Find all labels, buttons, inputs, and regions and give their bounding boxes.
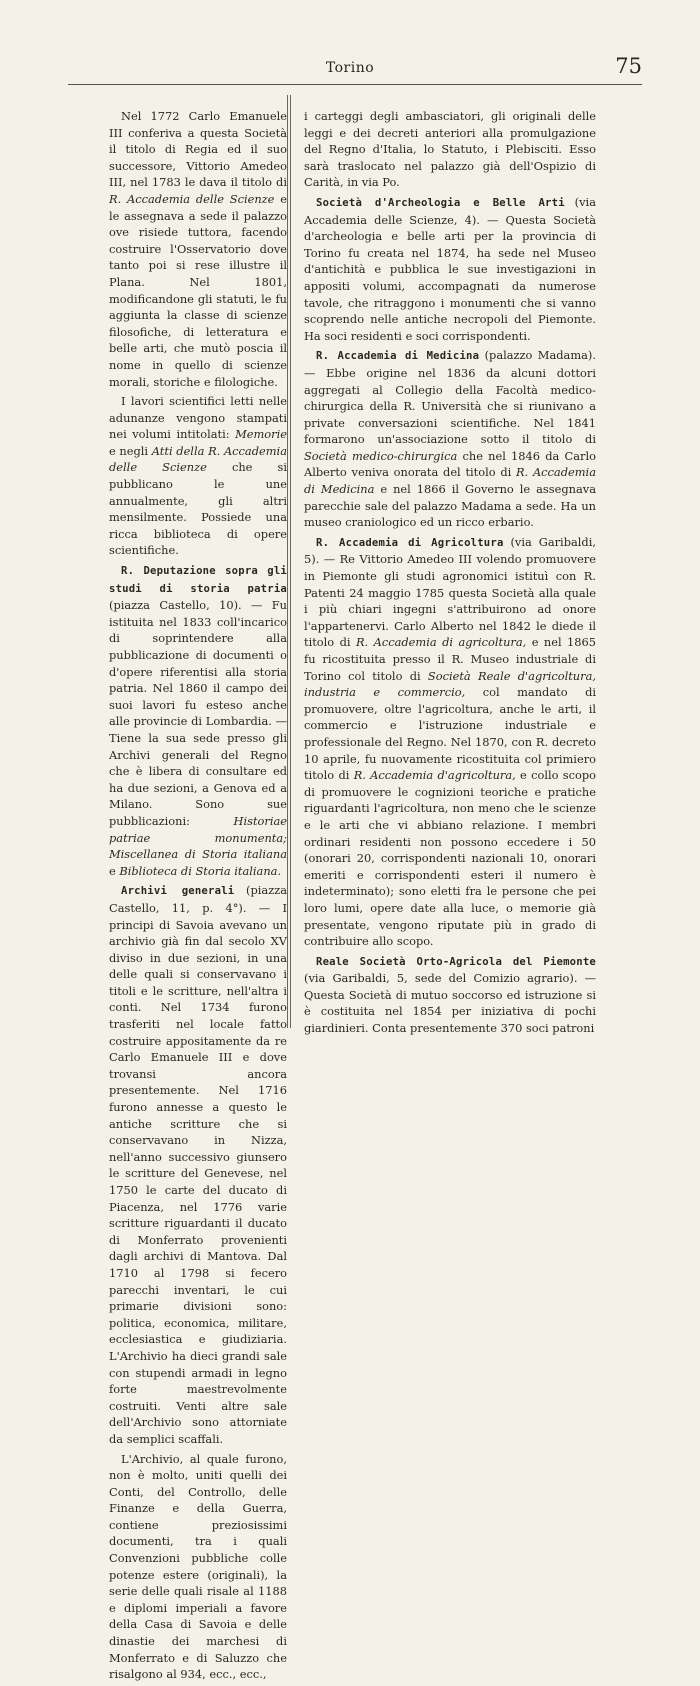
entry-heading: R. Deputazione sopra gli studi di storia patria — [109, 565, 287, 595]
column-divider-double — [290, 95, 291, 1028]
right-column — [304, 108, 596, 1040]
entry-heading: R. Accademia di Agricoltura — [316, 536, 504, 549]
text-run: e collo scopo di promuovere le cognizioni teoriche e pratiche riguardanti l'agricoltura, non meno che le scienze e le arti che vi abbiano relazione. I membri ordinari residenti non possono eccedere i 50 (onorari 20, corrispondenti nazionali 10, onorari emeriti e corrispondenti esteri il numero è indeterminato); sono eletti fra le persone che pei loro lumi, opere date alla luce, o memorie già presentate, vengono riputate più in grado di contribuire allo scopo. — [304, 768, 596, 949]
entry-heading: R. Accademia di Medicina — [316, 350, 480, 363]
text-run: I lavori scientifici letti nelle adunanze vengono stampati nei volumi intitolati: — [109, 394, 287, 442]
text-run: Nel 1772 Carlo Emanuele III conferiva a questa Società il titolo di Regia ed il suo successore, Vittorio Amedeo III, nel 1783 le dava il titolo di — [109, 109, 287, 190]
text-run: (via Garibaldi, 5). — Re Vittorio Amedeo III volendo promuovere in Piemonte gli studi agronomici istituì con R. Patenti 24 maggio 1785 questa Società alla quale i più chiari ingegni s'attribuirono ad onore l'appartenervi. Carlo Alberto nel 1842 le diede il titolo di — [304, 534, 596, 650]
paragraph — [304, 953, 596, 1037]
italic-text: R. Accademia d'agricoltura, — [353, 768, 516, 783]
italic-text: R. Accademia di agricoltura, — [355, 635, 527, 650]
italic-text: Società Reale d'agricoltura, industria e commercio, — [304, 668, 596, 700]
italic-text: Biblioteca di Storia italiana. — [119, 863, 282, 878]
column-divider — [287, 95, 288, 1028]
running-title: Torino — [325, 60, 375, 76]
page-number: 75 — [615, 54, 642, 78]
text-run: e — [109, 863, 120, 878]
italic-text: Memorie — [235, 427, 287, 442]
paragraph — [304, 347, 596, 531]
text-run: e le assegnava a sede il palazzo ove risiede tuttora, facendo costruire l'Osservatorio dove tanto poi si rese illustre il Plana. Nel 1801, modificandone gli statuti, le fu aggiunta la classe di scienze filosofiche, di letteratura e belle arti, che mutò poscia il nome in quello di scienze morali, storiche e filologiche. — [109, 191, 287, 389]
entry-heading: Reale Società Orto-Agricola del Piemonte — [316, 955, 596, 968]
left-column — [109, 108, 287, 1686]
text-run: (piazza Castello, 10). — Fu istituita nel 1833 coll'incarico di soprintendere alla pubblicazione di documenti o d'opere riferentisi alla storia patria. Nel 1860 il campo dei suoi lavori fu esteso anche alle provincie di Lombardia. — Tiene la sua sede presso gli Archivi generali del Regno che è libera di consultare ed ha due sezioni, a Genova ed a Milano. Sono sue pubblicazioni: — [109, 598, 287, 828]
italic-text: Società medico-chirurgica — [304, 448, 458, 463]
paragraph — [109, 393, 287, 559]
text-run: e nel 1866 il Governo le assegnava parecchie sale del palazzo Madama a sede. Ha un museo craniologico ed un ricco erbario. — [304, 482, 596, 530]
text-run: (piazza Castello, 11, p. 4°). — I principi di Savoia avevano un archivio già fin dal secolo XV diviso in due sezioni, in una delle quali si conservavano i titoli e le scritture, nell'altra i conti. Nel 1734 furono trasferiti nel locale fatto costruire appositamente da re Carlo Emanuele III e dove trovansi ancora presentemente. Nel 1716 furono annesse a questo le antiche scritture che si conservavano in Nizza, nell'anno successivo giunsero le scritture del Genevese, nel 1750 le carte del ducato di Piacenza, nel 1776 varie scritture riguardanti il ducato di Monferrato provenienti dagli archivi di Mantova. Dal 1710 al 1798 si fecero parecchi inventari, le cui primarie divisioni sono: politica, economica, militare, ecclesiastica e giudiziaria. L'Archivio ha dieci grandi sale con stupendi armadi in legno forte maestrevolmente costruiti. Venti altre sale dell'Archivio sono attorniate da semplici scaffali. — [109, 883, 287, 1446]
text-run: e nel 1865 fu ricostituita presso il R. Museo industriale di Torino col titolo di — [304, 635, 597, 683]
paragraph — [109, 108, 287, 390]
paragraph — [109, 882, 287, 1447]
paragraph — [304, 108, 596, 191]
text-run: che nel 1846 da Carlo Alberto veniva onorata del titolo di — [304, 448, 596, 480]
italic-text: R. Accademia di Medicina — [304, 465, 596, 497]
text-run: i carteggi degli ambasciatori, gli originali delle leggi e dei decreti anteriori alla promulgazione del Regno d'Italia, lo Statuto, i Plebisciti. Esso sarà traslocato nel palazzo già dell'Ospizio di Carità, in via Po. — [304, 109, 596, 190]
text-run: e negli — [109, 443, 152, 458]
paragraph — [304, 534, 596, 950]
entry-heading: Società d'Archeologia e Belle Arti — [316, 196, 565, 209]
text-run: L'Archivio, al quale furono, non è molto, uniti quelli dei Conti, del Controllo, delle Finanze e della Guerra, contiene preziosissimi documenti, tra i quali Convenzioni pubbliche colle potenze estere (originali), la serie delle quali risale al 1188 e diplomi imperiali a favore della Casa di Savoia e delle dinastie dei marchesi di Monferrato e di Saluzzo che risalgono al 934, ecc., ecc., — [109, 1451, 287, 1682]
paragraph — [109, 1451, 287, 1683]
italic-text: Atti della R. Accademia delle Scienze — [109, 443, 287, 475]
italic-text: R. Accademia delle Scienze — [109, 191, 275, 206]
text-run: col mandato di promuovere, oltre l'agricoltura, anche le arti, il commercio e l'istruzione industriale e professionale del Regno. Nel 1870, con R. decreto 10 aprile, fu nuovamente ricostituita col primiero titolo di — [304, 685, 596, 783]
header-rule — [68, 84, 642, 85]
text-run: (palazzo Madama). — Ebbe origine nel 1836 da alcuni dottori aggregati al Collegio della Facoltà medico-chirurgica della R. Università che si riunivano a private conversazioni scientifiche. Nel 1841 formarono un'associazione sotto il titolo di — [304, 348, 596, 447]
entry-heading: Archivi generali — [121, 885, 235, 898]
paragraph — [109, 562, 287, 879]
text-run: che si pubblicano le une annualmente, gli altri mensilmente. Possiede una ricca biblioteca di opere scientifiche. — [109, 460, 288, 558]
paragraph — [304, 194, 596, 344]
italic-text: Historiae patriae monumenta; Miscellanea di Storia italiana — [109, 813, 287, 862]
page-header — [0, 54, 700, 94]
text-run: (via Garibaldi, 5, sede del Comizio agrario). — Questa Società di mutuo soccorso ed istruzione si è costituita nel 1854 per iniziativa di pochi giardinieri. Conta presentemente 370 soci patroni — [304, 971, 596, 1036]
text-run: (via Accademia delle Scienze, 4). — Questa Società d'archeologia e belle arti per la provincia di Torino fu creata nel 1874, ha sede nel Museo d'antichità e pubblica le sue investigazioni in appositi volumi, accompagnati da numerose tavole, che ritraggono i monumenti che si vanno scoprendo nelle antiche necropoli del Piemonte. Ha soci residenti e soci corrispondenti. — [304, 194, 596, 343]
